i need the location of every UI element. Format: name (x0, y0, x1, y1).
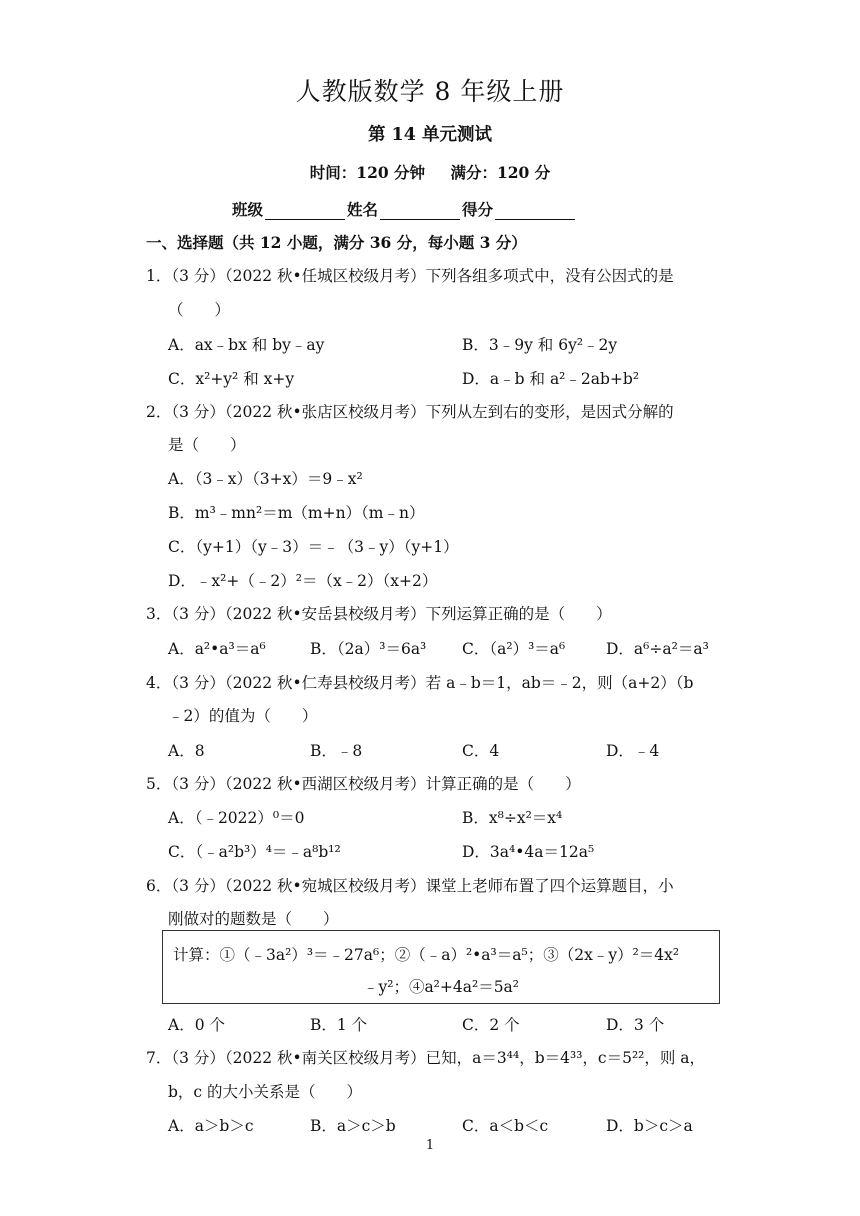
full-score-label: 满分：120 分 (450, 163, 551, 182)
name-label: 姓名 (347, 200, 379, 219)
question-3-option-d: D．a⁶÷a²＝a³ (606, 640, 709, 658)
student-info-line (232, 198, 577, 220)
question-6-option-c: C．2 个 (462, 1016, 520, 1034)
question-2-option-b: B．m³﹣mn²＝m（m+n）（m﹣n） (168, 504, 425, 522)
score-label: 得分 (462, 200, 494, 219)
question-4-option-c: C．4 (462, 742, 500, 760)
question-4-option-b: B．﹣8 (310, 742, 363, 760)
question-5-option-b: B．x⁸÷x²＝x⁴ (462, 809, 563, 827)
question-5-option-c: C．（﹣a²b³）⁴＝﹣a⁸b¹² (168, 843, 341, 861)
question-6-stem-cont: 刚做对的题数是（ ） (168, 910, 339, 928)
question-6-option-d: D．3 个 (606, 1016, 665, 1034)
question-7-option-a: A．a＞b＞c (168, 1117, 254, 1135)
question-6-option-a: A．0 个 (168, 1016, 225, 1034)
question-1-stem: 1．（3 分）（2022 秋•任城区校级月考）下列各组多项式中，没有公因式的是 (146, 267, 674, 285)
question-4-option-a: A．8 (168, 742, 205, 760)
question-6-box-line-2: ﹣y²；④a²+4a²＝5a² (362, 978, 520, 996)
question-7-option-b: B．a＞c＞b (310, 1117, 396, 1135)
question-3-option-b: B．（2a）³＝6a³ (310, 640, 427, 658)
unit-subtitle: 第 14 单元测试 (367, 125, 493, 145)
exam-title: 人教版数学 8 年级上册 (295, 77, 565, 106)
question-7-stem-cont: b，c 的大小关系是（ ） (168, 1083, 363, 1101)
question-1-stem-cont: （ ） (168, 301, 231, 319)
question-1-option-d: D．a﹣b 和 a²﹣2ab+b² (462, 370, 640, 388)
time-and-score (0, 161, 860, 183)
question-2-stem-cont: 是（ ） (168, 436, 246, 454)
question-4-stem-cont: ﹣2）的值为（ ） (168, 707, 318, 725)
time-label: 时间：120 分钟 (309, 163, 426, 182)
question-2-option-d: D．﹣x²+（﹣2）²＝（x﹣2）（x+2） (168, 572, 438, 590)
question-1-option-b: B．3﹣9y 和 6y²﹣2y (462, 336, 618, 354)
question-5-option-d: D．3a⁴•4a＝12a⁵ (462, 843, 595, 861)
question-6-box (162, 930, 720, 1004)
name-blank (380, 204, 460, 220)
question-1-option-a: A．ax﹣bx 和 by﹣ay (168, 336, 325, 354)
page-number: 1 (425, 1138, 435, 1153)
question-3-stem: 3．（3 分）（2022 秋•安岳县校级月考）下列运算正确的是（ ） (146, 605, 612, 623)
question-5-option-a: A．（﹣2022）⁰＝0 (168, 809, 305, 827)
question-2-option-a: A．（3﹣x）（3+x）＝9﹣x² (168, 470, 363, 488)
question-1-option-c: C．x²+y² 和 x+y (168, 370, 295, 388)
question-6-stem: 6．（3 分）（2022 秋•宛城区校级月考）课堂上老师布置了四个运算题目，小 (146, 877, 674, 895)
question-7-option-d: D．b＞c＞a (606, 1117, 693, 1135)
question-2-option-c: C．（y+1）（y﹣3）＝﹣（3﹣y）（y+1） (168, 538, 459, 556)
section-heading: 一、选择题（共 12 小题，满分 36 分，每小题 3 分） (146, 233, 527, 252)
question-5-stem: 5．（3 分）（2022 秋•西湖区校级月考）计算正确的是（ ） (146, 775, 581, 793)
question-3-option-a: A．a²•a³＝a⁶ (168, 640, 266, 658)
question-6-option-b: B．1 个 (310, 1016, 368, 1034)
question-7-stem: 7．（3 分）（2022 秋•南关区校级月考）已知，a＝3⁴⁴，b＝4³³，c＝5²²，则 a， (146, 1049, 706, 1067)
class-label: 班级 (232, 200, 264, 219)
question-3-option-c: C．（a²）³＝a⁶ (462, 640, 566, 658)
score-blank (495, 204, 575, 220)
question-4-stem: 4．（3 分）（2022 秋•仁寿县校级月考）若 a﹣b＝1，ab＝﹣2，则（a+2）（b (146, 674, 694, 692)
question-2-stem: 2．（3 分）（2022 秋•张店区校级月考）下列从左到右的变形，是因式分解的 (146, 403, 674, 421)
question-7-option-c: C．a＜b＜c (462, 1117, 549, 1135)
class-blank (265, 204, 345, 220)
question-6-box-line-1: 计算：①（﹣3a²）³＝﹣27a⁶；②（﹣a）²•a³＝a⁵；③（2x﹣y）²＝4x² (173, 946, 680, 964)
question-4-option-d: D．﹣4 (606, 742, 660, 760)
